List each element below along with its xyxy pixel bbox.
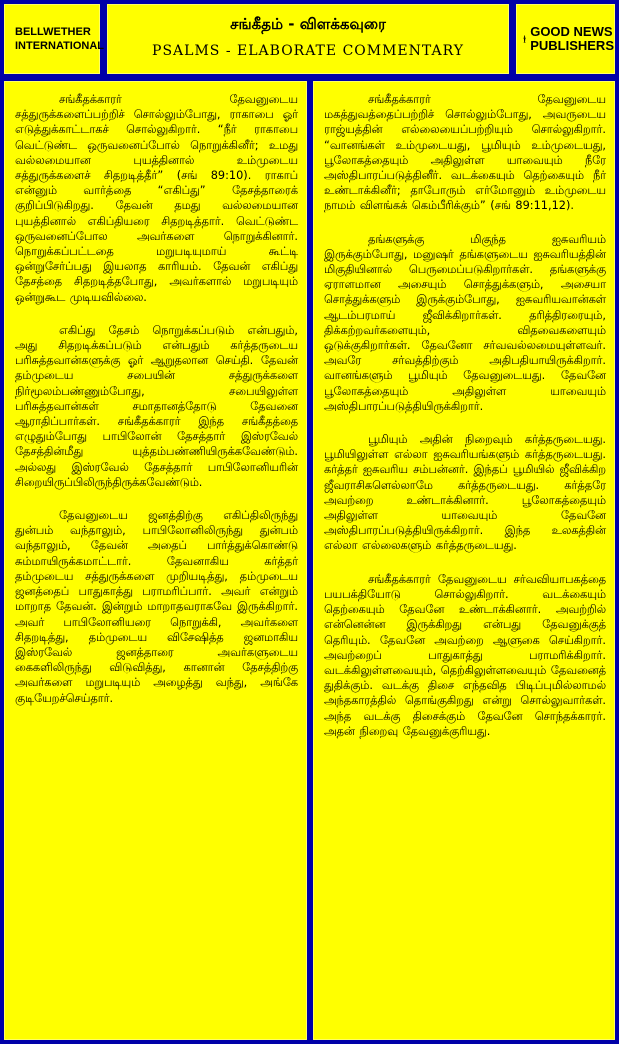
page-header xyxy=(107,4,509,74)
right-paragraph-2: தங்களுக்கு மிகுந்த ஐசுவரியம் இருக்கும்போது, மனுஷர் தங்களுடைய ஐசுவரியத்தின் மிகுதியினால் பெருமைப்படுகிறார்கள். தங்களுக்கு ஏராளமான அசையும் சொத்துக்களும், அசையா சொத்துக்களும் இருக்கும்போது, ஐசுவரியவான்கள் ஆடம்பரமாய் ஜீவிக்கிறார்கள். தரித்திரரையும், திக்கற்றவர்களையும், விதவைகளையும் ஒடுக்குகிறார்கள். தேவனோ சர்வவல்லமையுள்ளவர். அவரே சர்வத்திற்கும் அதிபதியாயிருக்கிறார். வானங்களும் பூமியும் தேவனுடையது. தேவனே பூலோகத்தையும் அதிலுள்ள யாவையும் அஸ்திபாரப்படுத்தியிருக்கிறார். xyxy=(324,232,606,413)
logo-left-line2: INTERNATIONAL xyxy=(15,40,105,52)
logo-right-line1: GOOD NEWS xyxy=(530,24,613,39)
good-news-logo xyxy=(516,4,615,74)
bellwether-logo xyxy=(4,4,105,74)
left-paragraph-2: எகிப்து தேசம் நொறுக்கப்படும் என்பதும், அது சிதறடிக்கப்படும் என்பதும் கர்த்தருடைய பரிசுத்தவான்களுக்கு ஓர் ஆறுதலான செய்தி. தேவன் தம்முடைய சபையின் சத்துருக்களை நிர்மூலம்பண்ணும்போது, சபையிலுள்ள பரிசுத்தவான்கள் சமாதானத்தோடு தேவனை ஆராதிப்பார்கள். சங்கீதக்காரர் இந்த சங்கீதத்தை எழுதும்போது பாபிலோன் தேசத்தார் இஸ்ரவேல் தேசத்தின்மீது யுத்தம்பண்ணியிருக்கவேண்டும். அல்லது இஸ்ரவேல் தேசத்தார் பாபிலோனியரின் சிறையிருப்பிலிருந்திருக்கவேண்டும். xyxy=(15,323,298,489)
torch-icon xyxy=(523,17,526,61)
left-column xyxy=(4,81,307,1040)
left-paragraph-1: சங்கீதக்காரர் தேவனுடைய சத்துருக்களைப்பற்றிச் சொல்லும்போது, ராகாபை ஓர் எடுத்துக்காட்டாகச் சொல்லுகிறார். “நீர் ராகாபை வெட்டுண்ட ஒருவனைப்போல் நொறுக்கினீர்; உமது வல்லமையான புயத்தினால் உம்முடைய சத்துருக்களைச் சிதறடித்தீர்” (சங் 89:10). ராகாப் என்னும் வார்த்தை “எகிப்து” தேசத்தாரைக் குறிப்பிடுகிறது. தேவன் தமது வல்லமையான புயத்தினால் எகிப்தியரை சிதறடித்தார். வெட்டுண்ட ஒருவனைப்போல அவர்களை நொறுக்கினார். நொறுக்கப்பட்டதை மறுபடியுமாய் கூட்டி ஒன்றுசேர்ப்பது இயலாத காரியம். தேவன் எகிப்து தேசத்தை சிதறடித்தபோது, அவர்களால் மறுபடியும் ஒன்றுகூட முடியவில்லை. xyxy=(15,93,298,304)
right-paragraph-3: பூமியும் அதின் நிறைவும் கர்த்தருடையது. பூமியிலுள்ள எல்லா ஐசுவரியங்களும் கர்த்தருடையது. கர்த்தர் ஐசுவரிய சம்பன்னர். இந்தப் பூமியில் ஜீவிக்கிற ஜீவராசிகளெல்லாமே கர்த்தருடையது. கர்த்தரே அவற்றை உண்டாக்கினார். பூலோகத்தையும் அதிலுள்ள யாவையும் தேவனே அஸ்திபாரப்படுத்தியிருக்கிறார். இந்த உலகத்தின் எல்லா எல்லைகளும் கர்த்தருடையது. xyxy=(324,433,606,553)
title-tamil: சங்கீதம் - விளக்கவுரை xyxy=(230,15,386,33)
left-paragraph-3: தேவனுடைய ஜனத்திற்கு எகிப்திலிருந்து துன்பம் வந்தாலும், பாபிலோனிலிருந்து துன்பம் வந்தாலும், தேவன் அதைப் பார்த்துக்கொண்டு சும்மாயிருக்கமாட்டார். தேவனாகிய கர்த்தர் தம்முடைய சத்துருக்களை முறியடித்து, தம்முடைய ஜனத்தைப் பாதுகாத்து பராமரிப்பார். அவர் என்றும் மாறாத தேவன். இன்றும் மாறாதவராகவே இருக்கிறார். அவர் பாபிலோனியரை நொறுக்கி, அவர்களை சிதறடித்து, தம்முடைய விசேஷித்த ஜனமாகிய இஸ்ரவேல் ஜனத்தாரை அவர்களுடைய கைகளிலிருந்து விடுவித்து, கானான் தேசத்திற்கு அவர்களை மறுபடியும் அழைத்து வந்து, அங்கே குடியேறச்செய்தார். xyxy=(15,509,298,705)
right-paragraph-1: சங்கீதக்காரர் தேவனுடைய மகத்துவத்தைப்பற்றிச் சொல்லும்போது, அவருடைய ராஜ்யத்தின் எல்லையைப்பற்றியும் சொல்லுகிறார். “வானங்கள் உம்முடையது, பூமியும் உம்முடையது, பூலோகத்தையும் அதிலுள்ள யாவையும் நீரே அஸ்திபாரப்படுத்தினீர். வடக்கையும் தெற்கையும் நீர் உண்டாக்கினீர்; தாபோரும் எர்மோனும் உம்முடைய நாமம் விளங்கக் கெம்பீரிக்கும்” (சங் 89:11,12). xyxy=(324,93,606,213)
right-column xyxy=(313,81,615,1040)
right-paragraph-4: சங்கீதக்காரர் தேவனுடைய சர்வவியாபகத்தை பயபக்தியோடு சொல்லுகிறார். வடக்கையும் தெற்கையும் தேவனே உண்டாக்கினார். அவற்றில் என்னென்ன இருக்கிறது என்பது தேவனுக்குத் தெரியும். தேவனே அவற்றை ஆளுகை செய்கிறார். அவற்றைப் பாதுகாத்து பராமரிக்கிறார். வடக்கிலுள்ளவையும், தெற்கிலுள்ளவையும் தேவனைத் துதிக்கும். வடக்கு திசை எந்தவித பிடிப்புமில்லாமல் அந்தகாரத்தில் தொங்குகிறது என்று சொல்லுவார்கள். அந்த வடக்கு திசைக்கும் தேவனே சொந்தக்காரர். அதன் நிறைவு தேவனுக்குரியது. xyxy=(324,572,606,738)
logo-right-line2: PUBLISHERS xyxy=(530,38,614,53)
logo-left-line1: BELLWETHER xyxy=(15,26,91,38)
title-english: PSALMS - ELABORATE COMMENTARY xyxy=(152,43,464,59)
